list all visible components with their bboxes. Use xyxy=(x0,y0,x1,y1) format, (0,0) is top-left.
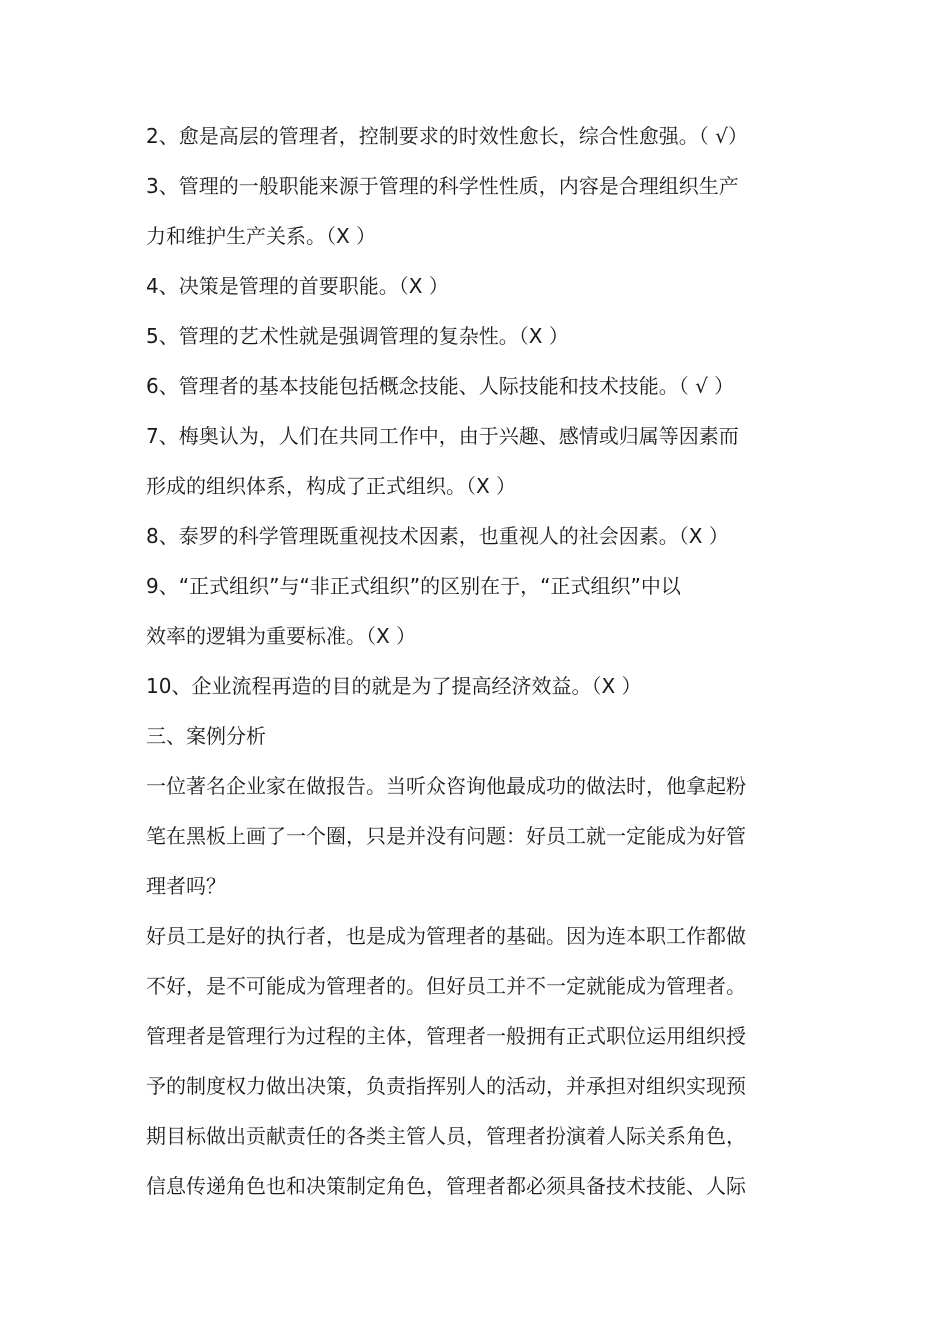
text-line: 信息传递角色也和决策制定角色，管理者都必须具备技术技能、人际 xyxy=(146,1174,746,1198)
text-line: 2、愈是高层的管理者，控制要求的时效性愈长，综合性愈强。（ √） xyxy=(146,124,748,148)
text-line: 9、“正式组织”与“非正式组织”的区别在于，“正式组织”中以 xyxy=(146,574,681,598)
section-heading: 三、案例分析 xyxy=(146,724,266,748)
text-line: 不好，是不可能成为管理者的。但好员工并不一定就能成为管理者。 xyxy=(146,974,746,998)
text-line: 予的制度权力做出决策，负责指挥别人的活动，并承担对组织实现预 xyxy=(146,1074,746,1098)
text-line: 笔在黑板上画了一个圈，只是并没有问题：好员工就一定能成为好管 xyxy=(146,824,746,848)
text-line: 5、管理的艺术性就是强调管理的复杂性。（X ） xyxy=(146,324,569,348)
text-line: 效率的逻辑为重要标准。（X ） xyxy=(146,624,417,648)
text-line: 8、泰罗的科学管理既重视技术因素，也重视人的社会因素。（X ） xyxy=(146,524,729,548)
text-line: 形成的组织体系，构成了正式组织。（X ） xyxy=(146,474,517,498)
text-line: 理者吗？ xyxy=(146,874,226,898)
text-line: 好员工是好的执行者，也是成为管理者的基础。因为连本职工作都做 xyxy=(146,924,746,948)
text-line: 期目标做出贡献责任的各类主管人员，管理者扮演着人际关系角色， xyxy=(146,1124,746,1148)
text-line: 一位著名企业家在做报告。当听众咨询他最成功的做法时，他拿起粉 xyxy=(146,774,746,798)
text-line: 6、管理者的基本技能包括概念技能、人际技能和技术技能。（ √ ） xyxy=(146,374,735,398)
text-line: 10、企业流程再造的目的就是为了提高经济效益。（X ） xyxy=(146,674,642,698)
text-line: 4、决策是管理的首要职能。（X ） xyxy=(146,274,449,298)
text-line: 7、梅奥认为，人们在共同工作中，由于兴趣、感情或归属等因素而 xyxy=(146,424,739,448)
text-line: 管理者是管理行为过程的主体，管理者一般拥有正式职位运用组织授 xyxy=(146,1024,746,1048)
text-line: 3、管理的一般职能来源于管理的科学性性质，内容是合理组织生产 xyxy=(146,174,739,198)
text-line: 力和维护生产关系。（X ） xyxy=(146,224,377,248)
